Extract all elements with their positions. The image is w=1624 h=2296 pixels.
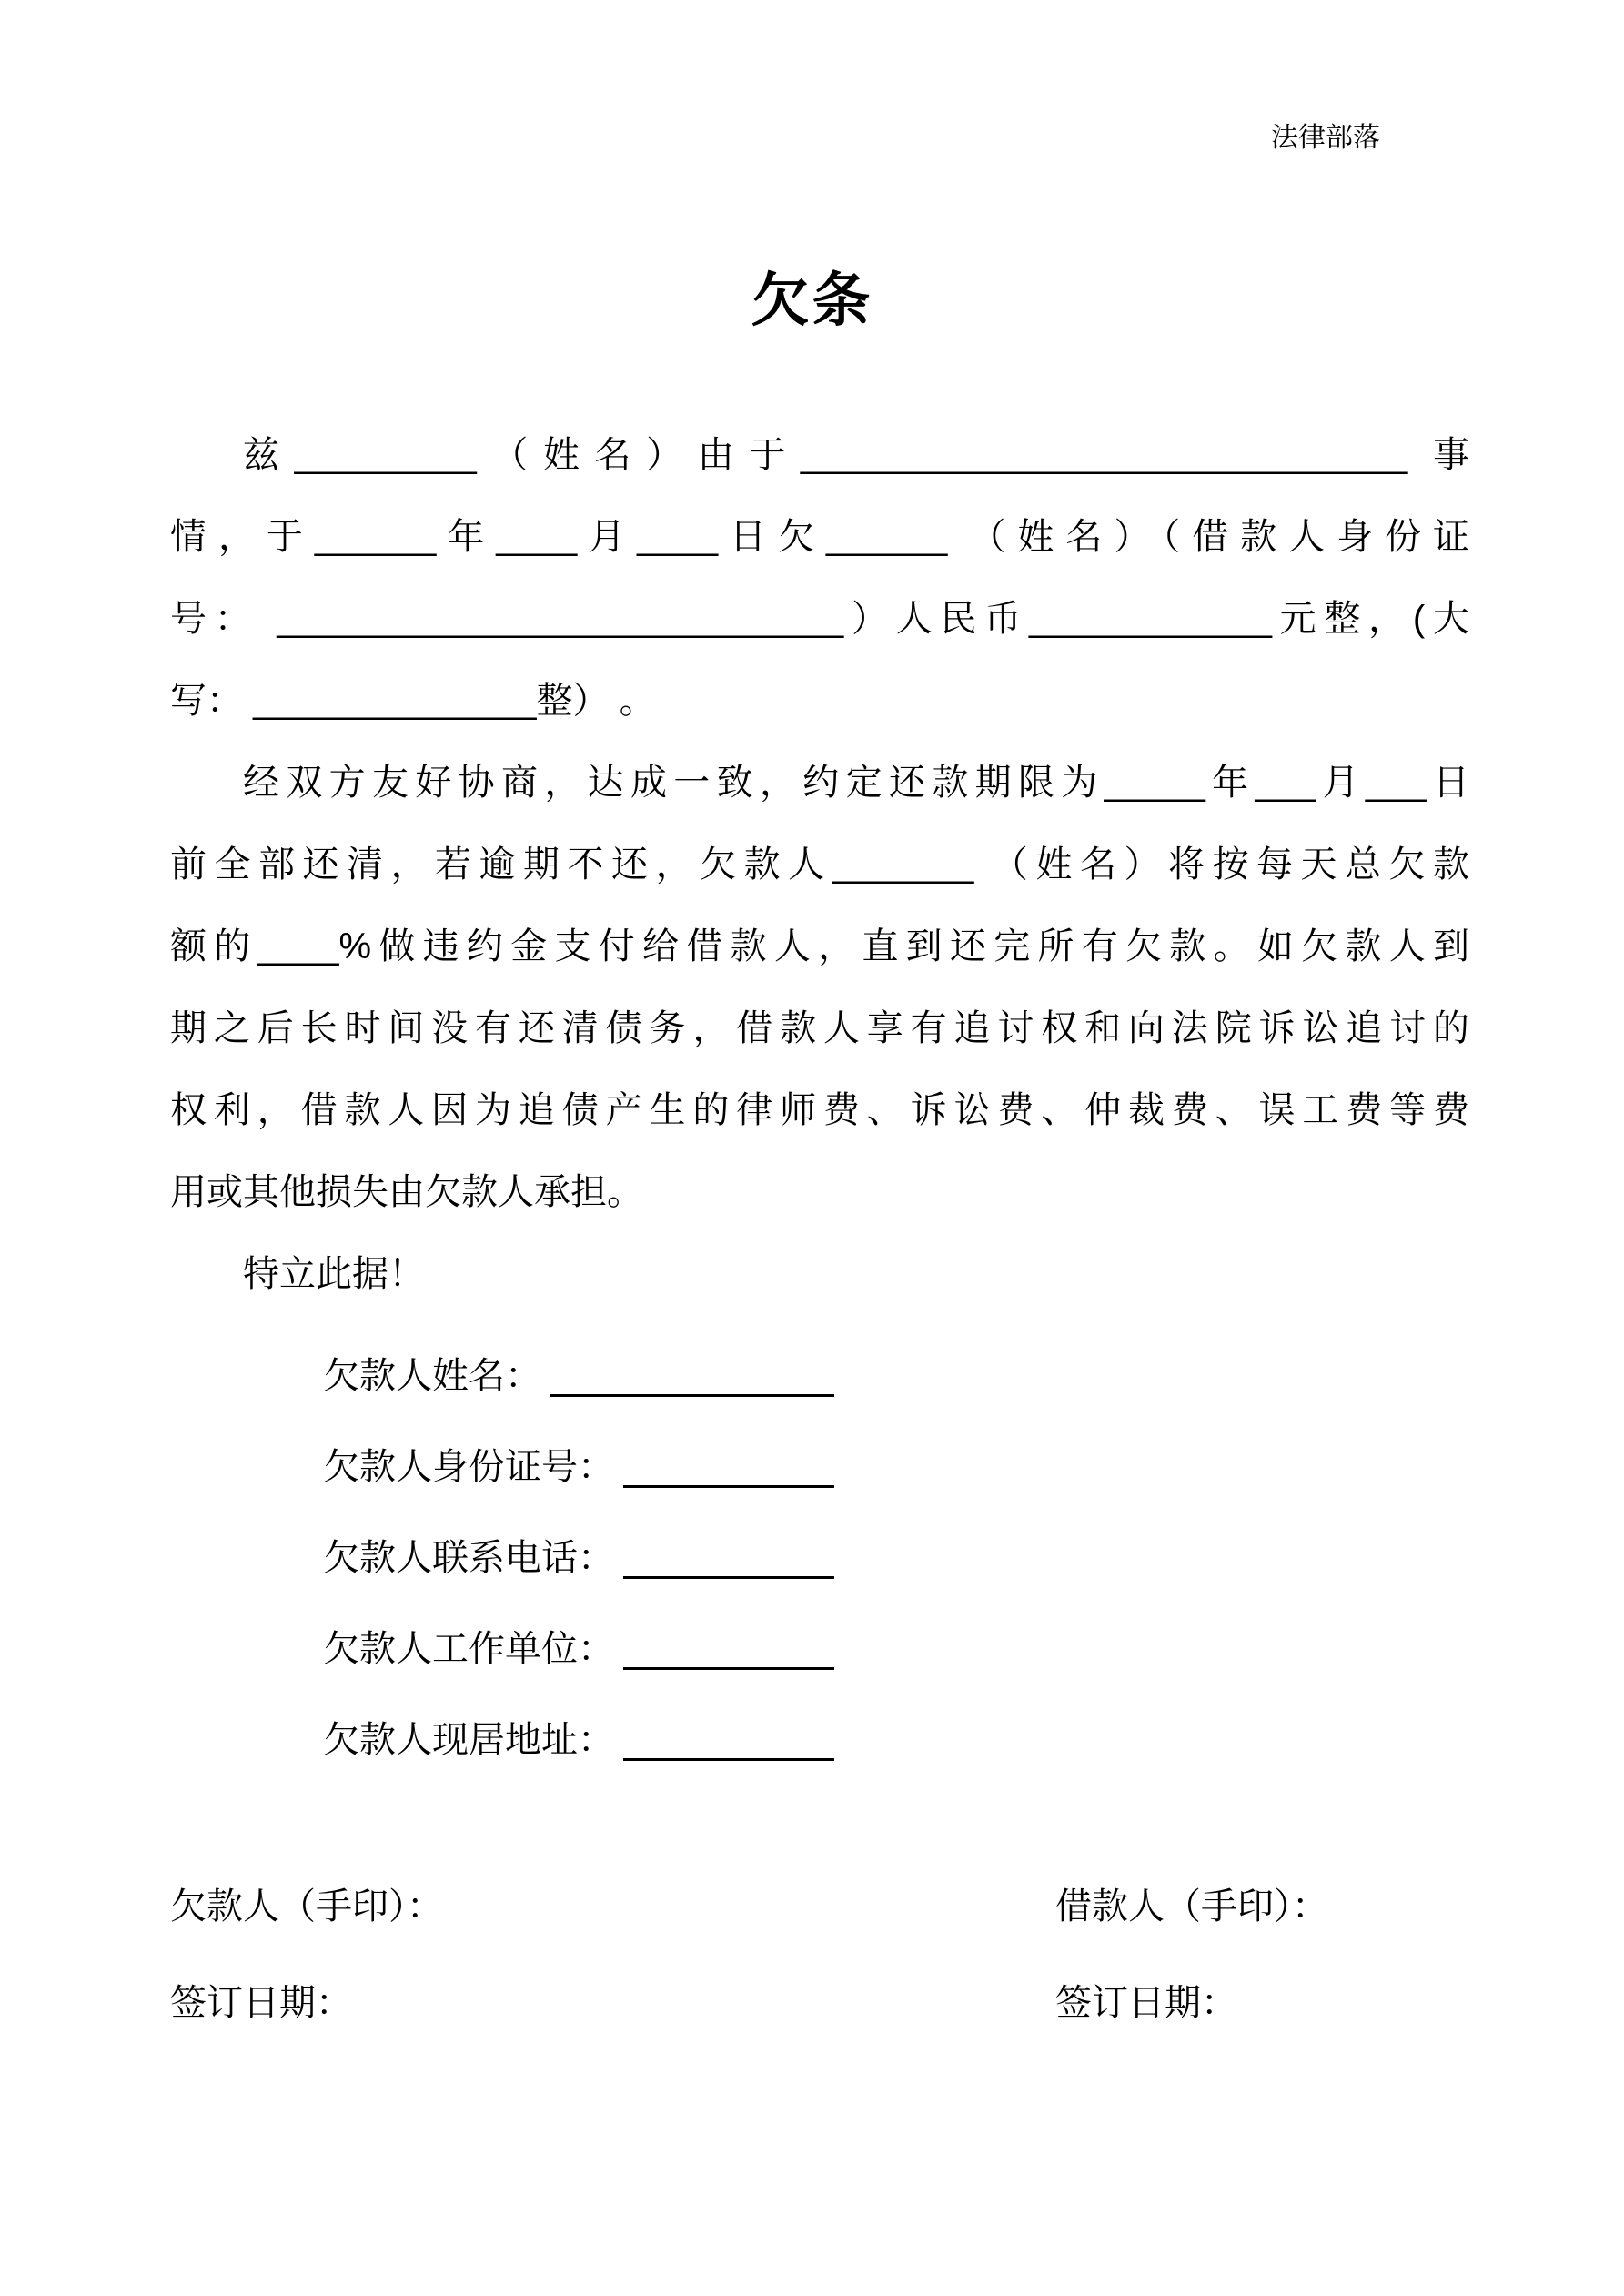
debtor-employer-label: 欠款人工作单位：: [323, 1629, 614, 1669]
creditor-fingerprint-label: 借款人（手印）：: [1055, 1886, 1328, 1927]
document-body: [170, 414, 1469, 1315]
blank-line: [623, 1603, 834, 1670]
form-field-row: [323, 1421, 834, 1512]
paragraph-line: 权利，借款人因为追债产生的律师费、诉讼费、仲裁费、误工费等费: [170, 1090, 1469, 1130]
debtor-id-number-label: 欠款人身份证号：: [323, 1447, 614, 1487]
blank-line: [623, 1694, 834, 1761]
blank-line: [550, 1330, 834, 1397]
declaration-line: 特立此据！: [243, 1254, 425, 1294]
paragraph-line: 经双方友好协商，达成一致，约定还款期限为_____年___月___日: [243, 763, 1469, 803]
paragraph-line: 额的____%做违约金支付给借款人，直到还完所有欠款。如欠款人到: [170, 926, 1469, 966]
paragraph-line: 期之后长时间没有还清债务，借款人享有追讨权和向法院诉讼追讨的: [170, 1008, 1469, 1048]
paragraph-line: 情，于______年____月____日欠______ （姓名）（借款人身份证: [170, 517, 1469, 557]
paragraph-line: 写： ______________整） 。: [170, 681, 656, 721]
debtor-name-label: 欠款人姓名：: [323, 1356, 541, 1396]
form-field-row: [323, 1330, 834, 1421]
paragraph-line: 兹_________（姓名）由于______________________________ 事: [243, 435, 1469, 475]
form-field-row: [323, 1694, 834, 1785]
paragraph-line: 号： ____________________________）人民币____________元整，(大: [170, 599, 1469, 639]
debtor-sign-date-label: 签订日期：: [170, 1983, 352, 2023]
debtor-phone-label: 欠款人联系电话：: [323, 1538, 614, 1578]
debtor-info-fields: [323, 1330, 834, 1785]
blank-line: [623, 1512, 834, 1579]
blank-line: [623, 1421, 834, 1488]
watermark-brand-text: 法律部落: [1271, 123, 1380, 153]
paragraph-line: 用或其他损失由欠款人承担。: [170, 1172, 643, 1212]
form-field-row: [323, 1512, 834, 1603]
paragraph-line: 前全部还清，若逾期不还，欠款人_______ （姓名）将按每天总欠款: [170, 845, 1469, 885]
debtor-signature-column: [170, 1858, 443, 2051]
creditor-sign-date-label: 签订日期：: [1055, 1983, 1237, 2023]
debtor-fingerprint-label: 欠款人（手印）：: [170, 1886, 443, 1927]
document-title: 欠条: [751, 267, 873, 333]
form-field-row: [323, 1603, 834, 1694]
creditor-signature-column: [1055, 1858, 1328, 2051]
debtor-address-label: 欠款人现居地址：: [323, 1720, 614, 1760]
